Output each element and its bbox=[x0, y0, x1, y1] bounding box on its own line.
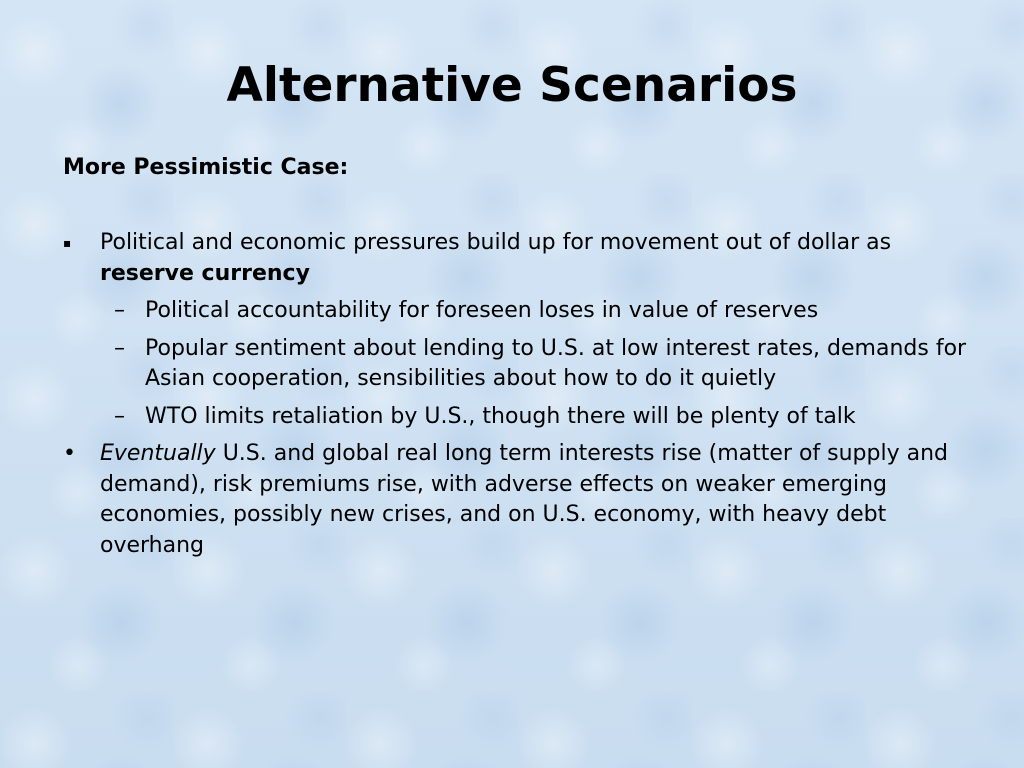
bullet-bold-text: reserve currency bbox=[100, 260, 310, 286]
bullet-italic-text: Eventually bbox=[100, 441, 216, 466]
bullet-item bbox=[63, 228, 973, 289]
sub-bullet-text: Political accountability for foreseen loses in value of reserves bbox=[145, 298, 819, 323]
slide-content bbox=[63, 228, 973, 568]
subheading: More Pessimistic Case: bbox=[63, 155, 349, 180]
bullet-item bbox=[63, 439, 973, 561]
dash-bullet-icon: – bbox=[114, 403, 125, 429]
sub-bullet-text: WTO limits retaliation by U.S., though there will be plenty of talk bbox=[145, 403, 856, 429]
slide-title: Alternative Scenarios bbox=[226, 58, 798, 113]
square-bullet-icon: ▪ bbox=[63, 236, 72, 250]
sub-bullet-item bbox=[63, 334, 973, 395]
sub-bullet-item bbox=[63, 296, 973, 327]
sub-bullet-text: Popular sentiment about lending to U.S. at low interest rates, demands for Asian cooperation, sensibilities about how to do it quietly bbox=[145, 335, 967, 391]
bullet-text: Political and economic pressures build up for movement out of dollar as bbox=[100, 230, 892, 255]
round-bullet-icon: • bbox=[63, 441, 76, 466]
bullet-text: U.S. and global real long term interests rise (matter of supply and demand), risk premiums rise, with adverse effects on weaker emerging economies, possibly new crises, and on U.S. economy, with heavy debt overhang bbox=[100, 441, 948, 558]
dash-bullet-icon: – bbox=[114, 335, 125, 361]
sub-bullet-item bbox=[63, 402, 973, 433]
dash-bullet-icon: – bbox=[114, 298, 125, 323]
